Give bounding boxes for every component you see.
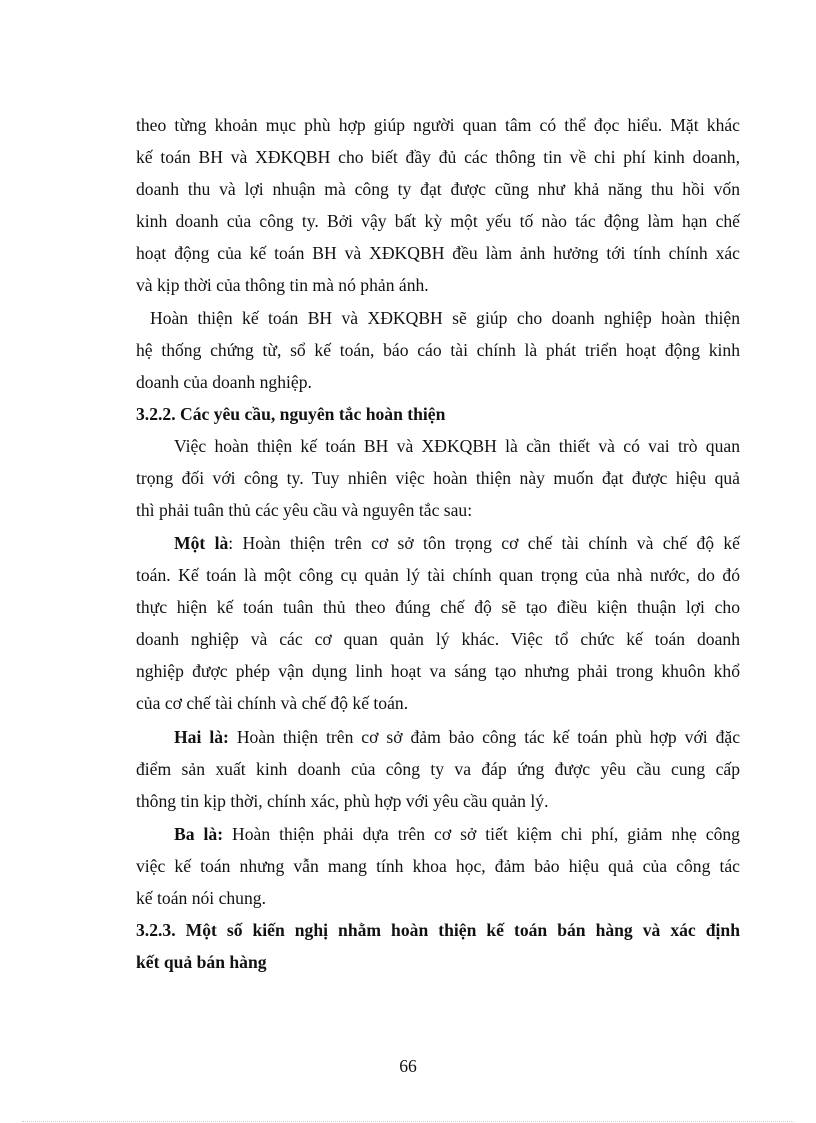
heading-line: kết quả bán hàng [136,952,267,973]
text-line: theo từng khoản mục phù hợp giúp người quan tâm có thể đọc hiểu. Mặt khác [136,115,740,135]
text-line: và kịp thời của thông tin mà nó phản ánh. [136,275,429,296]
paragraph-benefit [136,302,740,398]
text-line: Hoàn thiện kế toán BH và XĐKQBH sẽ giúp cho doanh nghiệp hoàn thiện [150,308,740,328]
text-line: của cơ chế tài chính và chế độ kế toán. [136,693,409,714]
paragraph-principle-one [136,527,740,720]
text-line: doanh thu và lợi nhuận mà công ty đạt được cũng như khả năng thu hồi vốn [136,179,740,200]
paragraph-requirements-intro [136,430,740,526]
text-line: nghiệp được phép vận dụng linh hoạt va sáng tạo nhưng phải trong khuôn khổ [136,661,740,682]
text-line: thì phải tuân thủ các yêu cầu và nguyên tắc sau: [136,500,473,521]
page-bottom-rule [22,1121,794,1122]
page-number: 66 [399,1056,417,1076]
heading-line: 3.2.2. Các yêu cầu, nguyên tắc hoàn thiện [136,404,446,424]
section-heading-3-2-2 [136,398,740,430]
text-line [136,721,740,753]
text-line: thông tin kịp thời, chính xác, phù hợp với yêu cầu quản lý. [136,791,549,812]
paragraph-principle-three [136,818,740,914]
heading-line: 3.2.3. Một số kiến nghị nhằm hoàn thiện kế toán bán hàng và xác định [136,920,740,940]
principle-text: Hoàn thiện phải dựa trên cơ sở tiết kiệm chi phí, giảm nhẹ công [223,824,740,844]
text-line: doanh của doanh nghiệp. [136,372,312,393]
principle-text: : Hoàn thiện trên cơ sở tôn trọng cơ chế tài chính và chế độ kế [228,533,740,553]
principle-label: Ba là: [174,824,224,844]
principle-label: Một là [174,533,229,553]
text-line [136,527,740,559]
text-line: kế toán BH và XĐKQBH cho biết đầy đủ các thông tin về chi phí kinh doanh, [136,147,740,168]
text-line: hoạt động của kế toán BH và XĐKQBH đều làm ảnh hưởng tới tính chính xác [136,243,740,264]
text-line: kế toán nói chung. [136,888,266,909]
text-line: hệ thống chứng từ, sổ kế toán, báo cáo tài chính là phát triển hoạt động kinh [136,340,740,361]
text-line: việc kế toán nhưng vẫn mang tính khoa học, đảm bảo hiệu quả của công tác [136,856,740,877]
text-line: điểm sản xuất kinh doanh của công ty va đáp ứng được yêu cầu cung cấp [136,759,740,780]
text-line: doanh nghiệp và các cơ quan quản lý khác. Việc tổ chức kế toán doanh [136,629,740,650]
principle-label: Hai là: [174,727,229,747]
section-heading-3-2-3 [136,914,740,978]
text-line: thực hiện kế toán tuân thủ theo đúng chế độ sẽ tạo điều kiện thuận lợi cho [136,597,740,618]
text-line: kinh doanh của công ty. Bởi vậy bất kỳ một yếu tố nào tác động làm hạn chế [136,211,740,232]
principle-text: Hoàn thiện trên cơ sở đảm bảo công tác kế toán phù hợp với đặc [228,727,741,747]
text-line: trọng đối với công ty. Tuy nhiên việc hoàn thiện này muốn đạt được hiệu quả [136,468,740,489]
paragraph-importance [136,109,740,302]
text-line: Việc hoàn thiện kế toán BH và XĐKQBH là cần thiết và có vai trò quan [174,436,740,456]
paragraph-principle-two [136,721,740,817]
text-line: toán. Kế toán là một công cụ quản lý tài chính quan trọng của nhà nước, do đó [136,565,740,586]
text-line [136,818,740,850]
